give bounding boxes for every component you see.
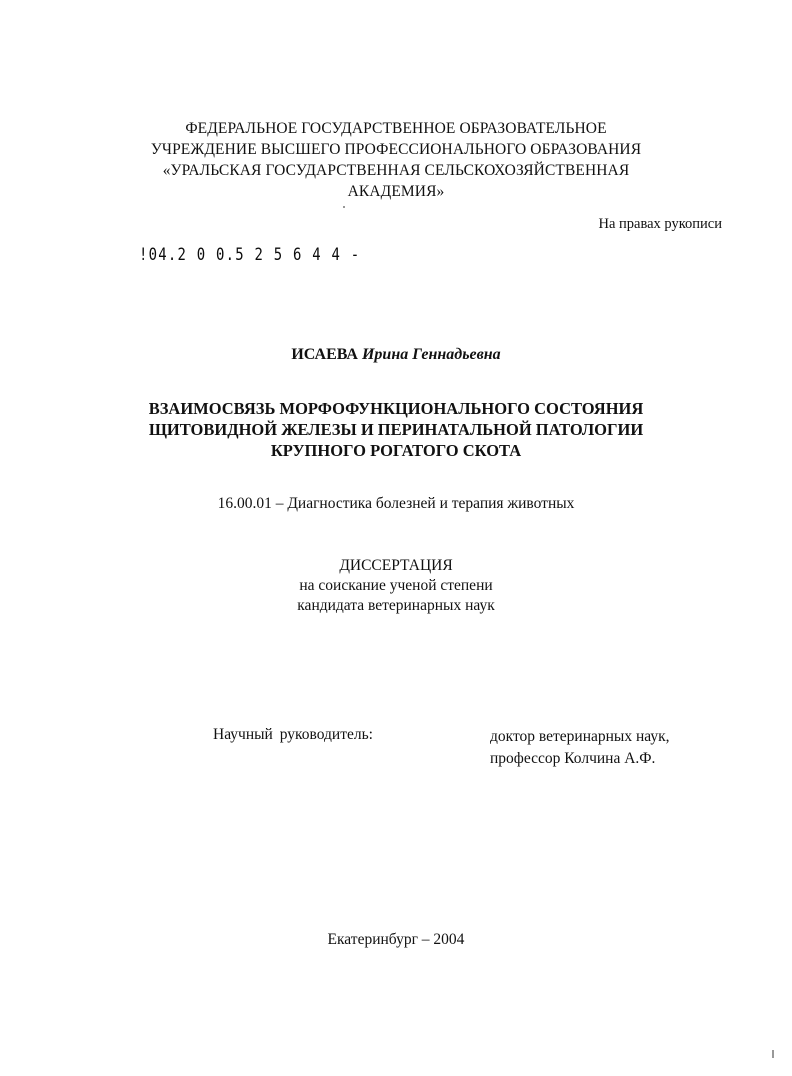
scan-speck	[343, 206, 345, 208]
manuscript-rights-note: На правах рукописи	[598, 216, 722, 232]
degree-line: на соискание ученой степени	[299, 577, 493, 594]
author-given-names: Ирина Геннадьевна	[361, 346, 501, 363]
degree-line: кандидата ветеринарных наук	[297, 597, 495, 614]
specialty-code: 16.00.01 – Диагностика болезней и терапия животных	[217, 495, 575, 512]
institution-line: «УРАЛЬСКАЯ ГОСУДАРСТВЕННАЯ СЕЛЬСКОХОЗЯЙСТВЕННАЯ	[162, 162, 630, 179]
institution-line: УЧРЕЖДЕНИЕ ВЫСШЕГО ПРОФЕССИОНАЛЬНОГО ОБРАЗОВАНИЯ	[150, 141, 642, 158]
title-line: КРУПНОГО РОГАТОГО СКОТА	[270, 441, 522, 460]
author-surname: ИСАЕВА	[291, 346, 358, 363]
institution-line: АКАДЕМИЯ»	[347, 183, 445, 200]
title-line: ВЗАИМОСВЯЗЬ МОРФОФУНКЦИОНАЛЬНОГО СОСТОЯНИЯ	[148, 399, 644, 418]
supervisor-info	[490, 726, 670, 770]
library-stamp-number: !04.2 0 0.5 2 5 6 4 4 -	[139, 245, 361, 265]
place-and-year: Екатеринбург – 2004	[327, 931, 465, 948]
supervisor-line: доктор ветеринарных наук,	[490, 728, 670, 745]
degree-line: ДИССЕРТАЦИЯ	[339, 557, 453, 574]
supervisor-label: Научный руководитель:	[213, 726, 373, 743]
degree-block	[0, 556, 792, 616]
title-line: ЩИТОВИДНОЙ ЖЕЛЕЗЫ И ПЕРИНАТАЛЬНОЙ ПАТОЛОГИИ	[148, 420, 644, 439]
supervisor-line: профессор Колчина А.Ф.	[490, 750, 656, 767]
institution-line: ФЕДЕРАЛЬНОЕ ГОСУДАРСТВЕННОЕ ОБРАЗОВАТЕЛЬНОЕ	[185, 120, 607, 137]
scan-edge-mark	[772, 1050, 774, 1058]
institution-header	[0, 118, 792, 202]
author-name	[0, 346, 792, 364]
dissertation-title	[0, 398, 792, 461]
